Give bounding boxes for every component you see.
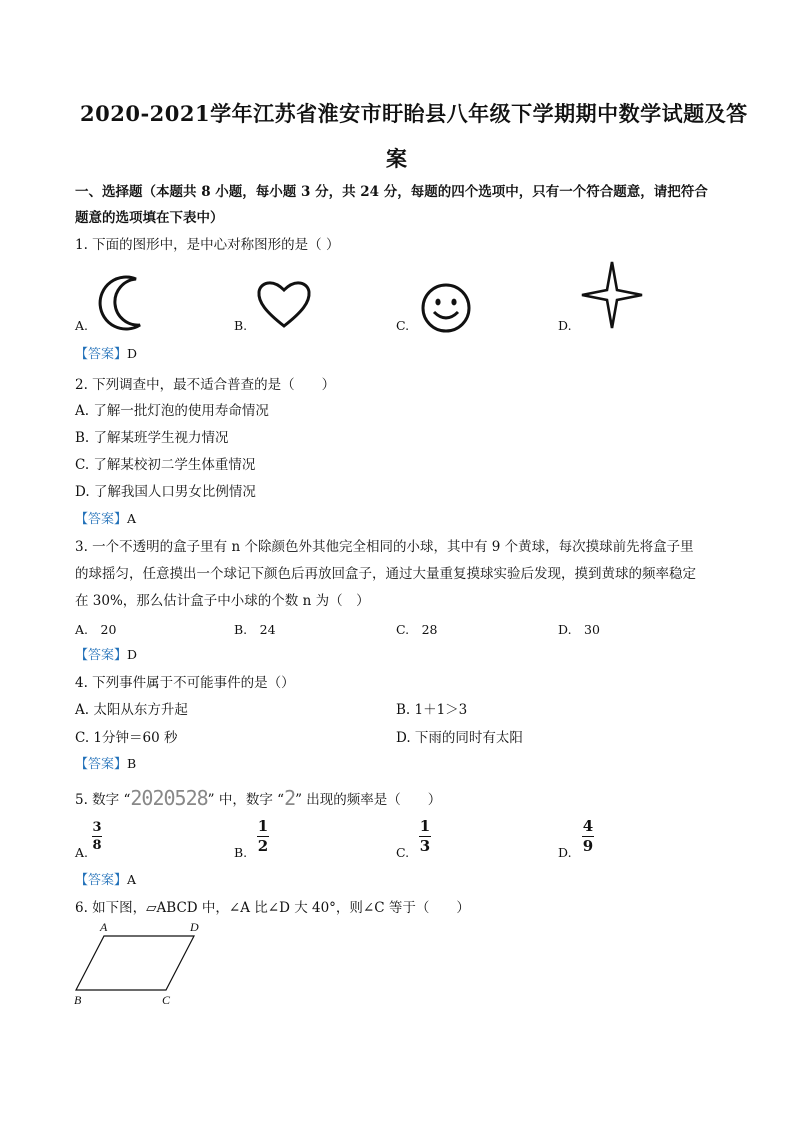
question-2-stem: 2. 下列调查中，最不适合普查的是（ ） [75, 377, 336, 393]
title-line-2: 案 [386, 146, 408, 171]
question-4-stem: 4. 下列事件属于不可能事件的是（） [75, 675, 295, 691]
section-header-line-2: 题意的选项填在下表中） [75, 210, 224, 226]
fraction-denominator: 9 [582, 837, 594, 855]
answer-tag: 【答案】 [75, 347, 128, 362]
heart-icon [256, 278, 312, 330]
question-4-answer [75, 753, 136, 772]
answer-value: D [127, 346, 138, 361]
parallelogram-abcd [76, 936, 194, 990]
question-1-answer [75, 343, 137, 362]
question-4-option-b: B. 1＋1＞3 [396, 702, 468, 718]
fraction-numerator: 1 [257, 817, 269, 835]
question-5-option-b-fraction [257, 818, 269, 855]
question-5-answer [75, 869, 136, 888]
question-2-option-c: C. 了解某校初二学生体重情况 [75, 457, 256, 473]
fraction-denominator: 2 [257, 837, 269, 855]
question-1-option-d: D. [558, 318, 572, 333]
question-2-answer [75, 508, 136, 527]
question-5-option-c-label: C. [396, 845, 410, 860]
question-5-option-d-label: D. [558, 845, 572, 860]
answer-tag: 【答案】 [75, 757, 128, 772]
question-5-option-a-label: A. [75, 845, 89, 860]
parallelogram-diagram [70, 918, 210, 1010]
question-3-option-d: D. 30 [558, 622, 600, 637]
question-1-option-c: C. [396, 318, 410, 333]
question-5-suffix: ” 出现的频率是（ ） [295, 792, 442, 808]
fraction-denominator: 8 [92, 838, 102, 853]
question-3-option-a: A. 20 [75, 622, 117, 637]
question-5-option-d-fraction [582, 818, 594, 855]
question-3-line-3: 在 30%，那么估计盒子中小球的个数 n 为（ ） [75, 593, 370, 609]
question-6-stem: 6. 如下图，▱ABCD 中，∠A 比∠D 大 40°，则∠C 等于（ ） [75, 900, 470, 916]
question-1-option-b: B. [234, 318, 248, 333]
question-3-line-1: 3. 一个不透明的盒子里有 n 个除颜色外其他完全相同的小球，其中有 9 个黄球，每次摸球前先将盒子里 [75, 539, 694, 555]
question-2-option-a: A. 了解一批灯泡的使用寿命情况 [75, 403, 269, 419]
answer-tag: 【答案】 [75, 648, 128, 663]
answer-value: A [127, 872, 137, 887]
question-3-line-2: 的球摇匀，任意摸出一个球记下颜色后再放回盒子，通过大量重复摸球实验后发现，摸到黄球的频率稳定 [75, 566, 696, 582]
question-1-option-a: A. [75, 318, 89, 333]
question-5-number: 2020528 [130, 786, 208, 810]
question-2-option-d: D. 了解我国人口男女比例情况 [75, 484, 256, 500]
question-5-middle: ” 中，数字 “ [207, 792, 285, 808]
question-1-stem: 1. 下面的图形中，是中心对称图形的是（ ） [75, 237, 340, 253]
vertex-label-a: A [100, 920, 108, 934]
question-4-option-d: D. 下雨的同时有太阳 [396, 730, 523, 746]
question-3-option-b: B. 24 [234, 622, 276, 637]
answer-tag: 【答案】 [75, 873, 128, 888]
section-header-line-1: 一、选择题（本题共 8 小题，每小题 3 分，共 24 分，每题的四个选项中，只有一个符合题意，请把符合 [75, 184, 708, 200]
title-line-1: 2020-2021学年江苏省淮安市盱眙县八年级下学期期中数学试题及答 [80, 101, 748, 126]
answer-tag: 【答案】 [75, 512, 128, 527]
answer-value: A [127, 511, 137, 526]
question-5-option-b-label: B. [234, 845, 248, 860]
fraction-numerator: 4 [582, 817, 594, 835]
question-4-option-c: C. 1分钟＝60 秒 [75, 730, 178, 746]
question-3-option-c: C. 28 [396, 622, 438, 637]
question-5-stem [75, 786, 441, 810]
vertex-label-c: C [162, 993, 171, 1007]
question-3-answer [75, 644, 137, 663]
fraction-numerator: 3 [92, 820, 102, 835]
question-2-option-b: B. 了解某班学生视力情况 [75, 430, 229, 446]
four-point-star-icon [580, 260, 644, 330]
question-5-option-a-fraction [92, 820, 102, 853]
answer-value: B [127, 756, 137, 771]
answer-value: D [127, 647, 138, 662]
question-5-prefix: 5. 数字 “ [75, 792, 131, 808]
smiley-face-icon [420, 282, 472, 334]
question-5-option-c-fraction [419, 818, 431, 855]
vertex-label-d: D [190, 920, 199, 934]
question-5-digit: 2 [284, 786, 296, 810]
crescent-moon-icon [90, 275, 150, 331]
vertex-label-b: B [74, 993, 82, 1007]
question-4-option-a: A. 太阳从东方升起 [75, 702, 188, 718]
fraction-denominator: 3 [419, 837, 431, 855]
fraction-numerator: 1 [419, 817, 431, 835]
